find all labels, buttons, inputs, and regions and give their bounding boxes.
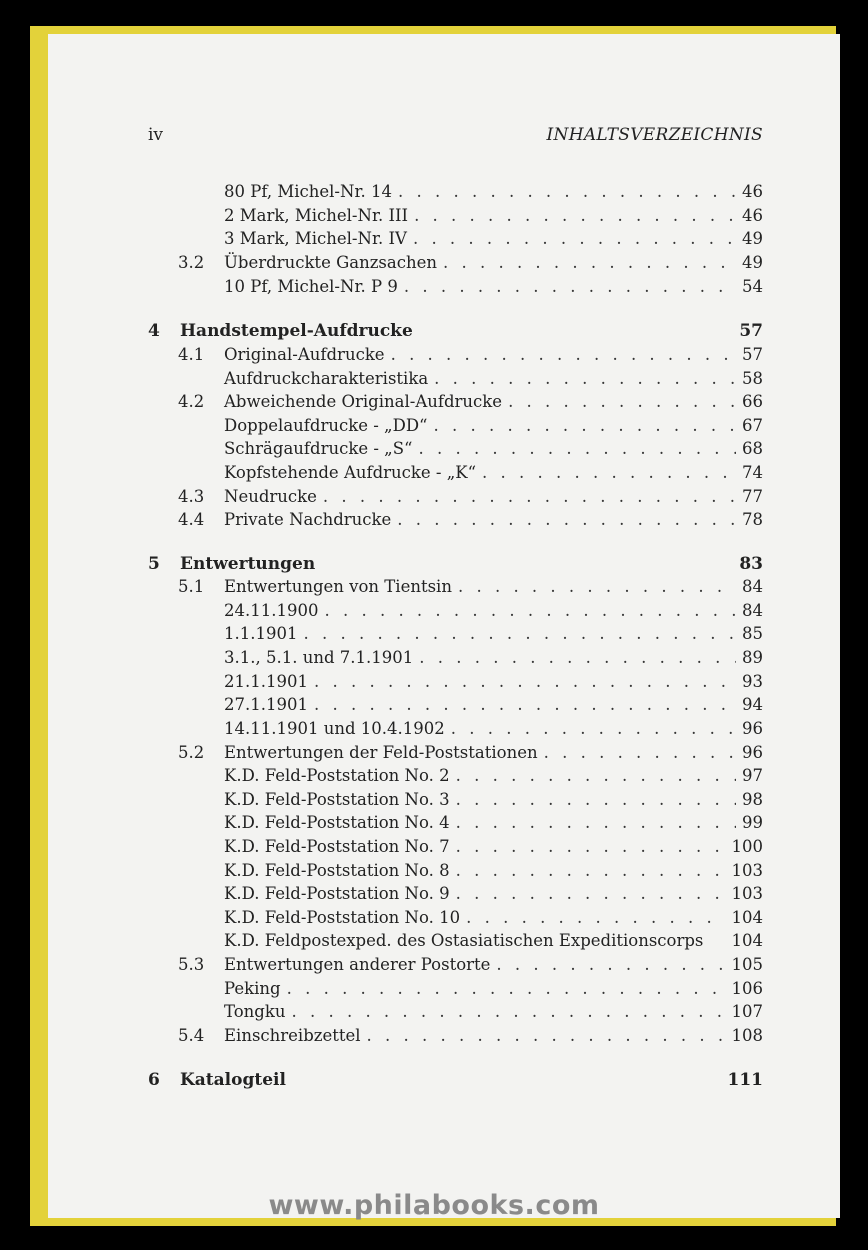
dot-leader [287, 977, 726, 1001]
toc-entry-number: 6 [148, 1070, 160, 1090]
watermark: www.philabooks.com [268, 1190, 600, 1221]
dot-leader [434, 367, 736, 391]
toc-entry-title: Entwertungen von Tientsin [224, 577, 452, 596]
dot-leader [323, 485, 736, 509]
dot-leader [496, 953, 725, 977]
toc-entry-title: Aufdruckcharakteristika [224, 369, 429, 388]
toc-entry-title: Handstempel-Aufdrucke [180, 321, 413, 341]
toc-page-number: 106 [731, 979, 763, 998]
toc-subsection [224, 622, 763, 646]
toc-page-number: 96 [742, 719, 763, 738]
toc-entry-number: 3.2 [178, 253, 205, 272]
toc-subsection [224, 275, 763, 299]
dot-leader [456, 764, 736, 788]
toc-subsection [224, 437, 763, 461]
dot-leader [456, 811, 736, 835]
toc-subsection [224, 835, 763, 859]
toc-entry-number: 5.2 [178, 743, 205, 762]
toc-entry-title: Entwertungen der Feld-Poststationen [224, 743, 538, 762]
toc-subsection [224, 717, 763, 741]
toc-entry-title: Entwertungen [180, 554, 316, 574]
toc-page-number: 93 [742, 672, 763, 691]
toc-page-number: 78 [742, 510, 763, 529]
toc-page-number: 46 [742, 182, 763, 201]
dot-leader [482, 461, 736, 485]
dot-leader [398, 180, 736, 204]
dot-leader [466, 906, 725, 930]
toc-subsection [224, 859, 763, 883]
toc-entry-title: 3 Mark, Michel-Nr. IV [224, 229, 407, 248]
toc-section [178, 485, 763, 509]
toc-entry-title: 14.11.1901 und 10.4.1902 [224, 719, 445, 738]
dot-leader [418, 437, 736, 461]
toc-page-number: 74 [742, 463, 763, 482]
toc-subsection [224, 811, 763, 835]
toc-entry-title: K.D. Feld-Poststation No. 10 [224, 908, 461, 927]
toc-subsection [224, 646, 763, 670]
toc-chapter [148, 319, 763, 343]
toc-page-number: 97 [742, 766, 763, 785]
toc-subsection [224, 414, 763, 438]
toc-page-number: 84 [742, 601, 763, 620]
running-head: INHALTSVERZEICHNIS [546, 125, 763, 145]
toc-entry-title: 2 Mark, Michel-Nr. III [224, 206, 409, 225]
toc-entry-title: Kopfstehende Aufdrucke - „K“ [224, 463, 477, 482]
toc-entry-title: Peking [224, 979, 281, 998]
toc-page-number: 58 [742, 369, 763, 388]
toc-entry-title: Private Nachdrucke [224, 510, 392, 529]
toc-page-number: 103 [731, 861, 763, 880]
dot-leader [314, 670, 736, 694]
toc-page-number: 100 [731, 837, 763, 856]
toc-entry-title: Katalogteil [180, 1070, 286, 1090]
toc-entry-title: 1.1.1901 [224, 624, 298, 643]
toc-subsection [224, 367, 763, 391]
dot-leader [456, 788, 736, 812]
toc-entry-title: Entwertungen anderer Postorte [224, 955, 491, 974]
toc-page-number: 66 [742, 392, 763, 411]
toc-page-number: 111 [727, 1070, 763, 1090]
dot-leader [434, 414, 737, 438]
toc-page-number: 104 [731, 908, 763, 927]
page-header [148, 125, 763, 149]
dot-leader [458, 575, 736, 599]
toc-entry-title: Einschreibzettel [224, 1026, 361, 1045]
dot-leader [367, 1024, 726, 1048]
toc-entry-number: 5.3 [178, 955, 205, 974]
toc-page-number: 77 [742, 487, 763, 506]
toc-entry-title: 24.11.1900 [224, 601, 319, 620]
toc-page-number: 98 [742, 790, 763, 809]
toc-page-number: 105 [731, 955, 763, 974]
toc-entry-title: K.D. Feld-Poststation No. 4 [224, 813, 450, 832]
toc-page-number: 99 [742, 813, 763, 832]
toc-section [178, 251, 763, 275]
toc-chapter [148, 552, 763, 576]
toc-entry-title: K.D. Feldpostexped. des Ostasiatischen Expeditionscorps [224, 931, 704, 950]
dot-leader [456, 882, 726, 906]
page-number: iv [148, 125, 164, 145]
toc-page-number: 83 [739, 554, 763, 574]
dot-leader [456, 835, 726, 859]
toc-subsection [224, 929, 763, 953]
toc-page-number: 57 [739, 321, 763, 341]
toc-subsection [224, 693, 763, 717]
toc-section [178, 390, 763, 414]
toc-entry-title: Original-Aufdrucke [224, 345, 385, 364]
toc-page-number: 84 [742, 577, 763, 596]
toc-entry-number: 4.2 [178, 392, 205, 411]
toc-page-number: 94 [742, 695, 763, 714]
toc-page-number: 104 [731, 931, 763, 950]
toc-entry-title: K.D. Feld-Poststation No. 9 [224, 884, 450, 903]
toc-entry-title: K.D. Feld-Poststation No. 2 [224, 766, 450, 785]
toc-entry-number: 5.1 [178, 577, 205, 596]
toc-subsection [224, 788, 763, 812]
toc-entry-number: 4.1 [178, 345, 205, 364]
toc-entry-title: K.D. Feld-Poststation No. 7 [224, 837, 450, 856]
toc-entry-title: 21.1.1901 [224, 672, 308, 691]
dot-leader [414, 204, 736, 228]
toc-entry-number: 4.3 [178, 487, 205, 506]
toc-subsection [224, 227, 763, 251]
toc-page-number: 67 [742, 416, 763, 435]
toc-subsection [224, 977, 763, 1001]
toc-page-number: 68 [742, 439, 763, 458]
dot-leader [291, 1000, 725, 1024]
toc-entry-number: 4 [148, 321, 160, 341]
toc-entry-title: 27.1.1901 [224, 695, 308, 714]
toc-entry-title: Überdruckte Ganzsachen [224, 253, 437, 272]
toc-page-number: 49 [742, 253, 763, 272]
toc-entry-number: 5 [148, 554, 160, 574]
toc-entry-title: 80 Pf, Michel-Nr. 14 [224, 182, 393, 201]
toc-entry-title: K.D. Feld-Poststation No. 3 [224, 790, 450, 809]
toc-entry-title: K.D. Feld-Poststation No. 8 [224, 861, 450, 880]
toc-subsection [224, 599, 763, 623]
toc-entry-title: Neudrucke [224, 487, 317, 506]
toc-page-number: 49 [742, 229, 763, 248]
dot-leader [397, 508, 736, 532]
dot-leader [303, 622, 736, 646]
toc-subsection [224, 1000, 763, 1024]
toc-subsection [224, 204, 763, 228]
dot-leader [544, 741, 736, 765]
dot-leader [443, 251, 736, 275]
dot-leader [314, 693, 736, 717]
toc-subsection [224, 906, 763, 930]
toc-entry-title: Abweichende Original-Aufdrucke [224, 392, 503, 411]
toc-page-number: 54 [742, 277, 763, 296]
toc-page-number: 103 [731, 884, 763, 903]
toc-subsection [224, 180, 763, 204]
toc-subsection [224, 882, 763, 906]
toc-section [178, 508, 763, 532]
dot-leader [391, 343, 736, 367]
dot-leader [413, 227, 736, 251]
toc-page-number: 85 [742, 624, 763, 643]
toc-entry-title: Schrägaufdrucke - „S“ [224, 439, 413, 458]
toc-entry-title: Tongku [224, 1002, 286, 1021]
toc-section [178, 575, 763, 599]
toc-entry-title: 10 Pf, Michel-Nr. P 9 [224, 277, 398, 296]
toc-section [178, 741, 763, 765]
toc-entry-number: 4.4 [178, 510, 205, 529]
toc-section [178, 1024, 763, 1048]
toc-page-number: 57 [742, 345, 763, 364]
toc-page-number: 46 [742, 206, 763, 225]
toc-section [178, 953, 763, 977]
toc-entry-number: 5.4 [178, 1026, 205, 1045]
dot-leader [508, 390, 736, 414]
dot-leader [404, 275, 736, 299]
toc-chapter [148, 1068, 763, 1092]
toc-entry-title: Doppelaufdrucke - „DD“ [224, 416, 428, 435]
toc-subsection [224, 670, 763, 694]
toc-page-number: 107 [731, 1002, 763, 1021]
dot-leader [456, 859, 726, 883]
dot-leader [324, 599, 736, 623]
toc-page-number: 108 [731, 1026, 763, 1045]
toc-subsection [224, 764, 763, 788]
toc-subsection [224, 461, 763, 485]
toc-section [178, 343, 763, 367]
dot-leader [419, 646, 736, 670]
toc-page-number: 89 [742, 648, 763, 667]
toc-entry-title: 3.1., 5.1. und 7.1.1901 [224, 648, 414, 667]
dot-leader [451, 717, 736, 741]
toc-page-number: 96 [742, 743, 763, 762]
